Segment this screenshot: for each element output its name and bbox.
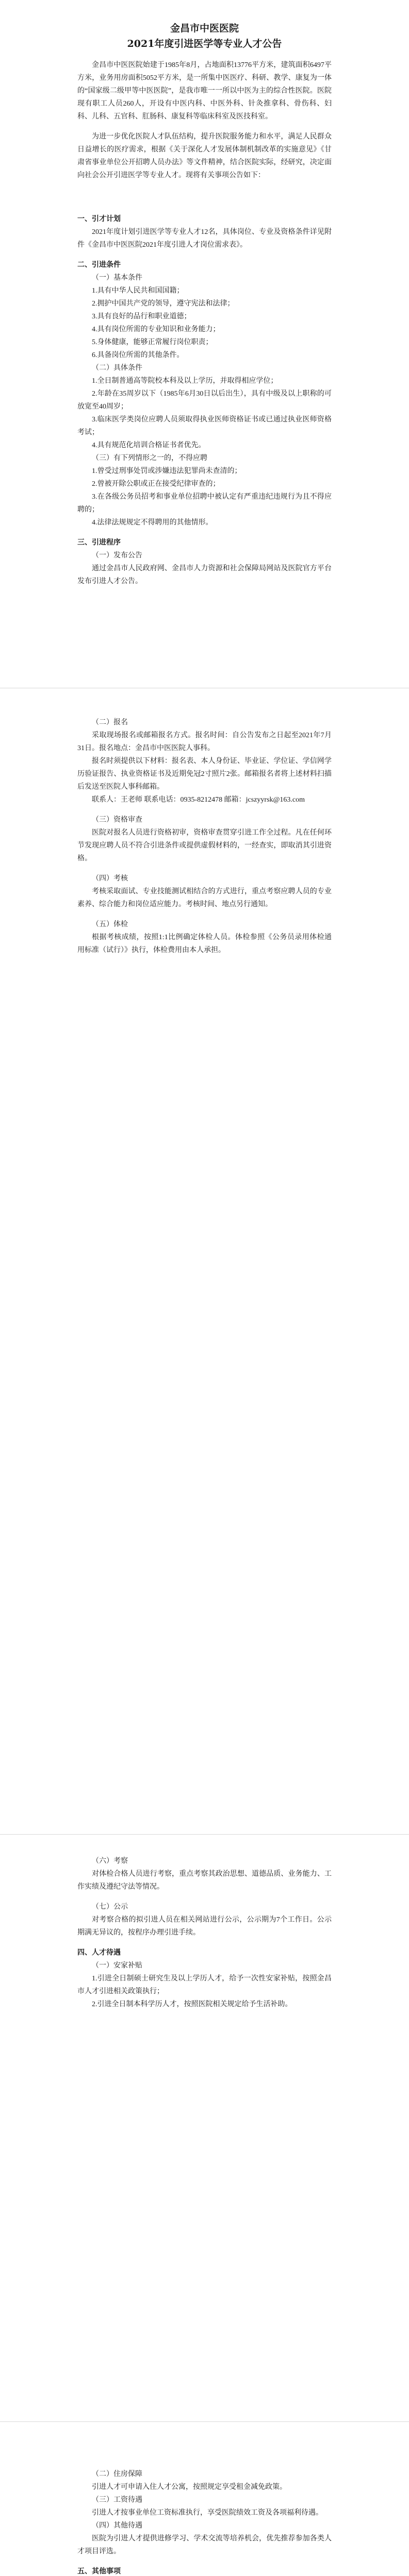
list-item: 2.年龄在35周岁以下（1985年6月30日以后出生），具有中级及以上职称的可放宽至40周岁；	[77, 390, 332, 411]
spacer	[77, 251, 332, 259]
subsection-heading: （三）工资待遇	[92, 2496, 142, 2504]
spacer	[77, 1893, 332, 1901]
section-paragraph: 报名时须提供以下材料：报名表、本人身份证、毕业证、学位证、学信网学历验证报告、执业资格证书及近期免冠2寸照片2张。邮箱报名者将上述材料扫描后发送至医院人事科邮箱。	[77, 757, 332, 791]
subsection-heading: （二）报名	[92, 719, 128, 726]
list-item: 6.具备岗位所需的其他条件。	[92, 351, 184, 359]
section-paragraph: 1.引进全日制硕士研究生及以上学历人才，给予一次性安家补贴，按照金昌市人才引进相关政策执行；	[77, 1975, 332, 1995]
subsection-heading: （一）发布公告	[92, 552, 142, 560]
subsection-heading: （六）考察	[92, 1857, 128, 1865]
subsection-heading: （一）安家补贴	[92, 1962, 142, 1970]
spacer	[77, 911, 332, 918]
section-heading: 四、人才待遇	[77, 1948, 121, 1957]
section-paragraph: 根据考核成绩，按照1:1比例确定体检人员。体检参照《公务员录用体检通用标准（试行）》执行，体检费用由本人承担。	[77, 934, 332, 954]
list-item: 2.曾被开除公职或正在接受纪律审查的；	[92, 480, 220, 488]
page-3-content	[77, 1855, 332, 2011]
section-heading: 二、引进条件	[77, 261, 121, 269]
contact-info: 联系人：王老师 联系电话：0935-8212478 邮箱：jcszyyrsk@163.com	[92, 796, 305, 804]
subsection-heading: （七）公示	[92, 1903, 128, 1911]
section-paragraph: 医院为引进人才提供进修学习、学术交流等培养机会，优先推荐参加各类人才项目评选。	[77, 2535, 332, 2555]
section-paragraph: 采取现场报名或邮箱报名方式。报名时间：自公告发布之日起至2021年7月31日。报名地点：金昌市中医医院人事科。	[77, 732, 332, 752]
list-item: 2.拥护中国共产党的领导，遵守宪法和法律；	[92, 300, 235, 308]
spacer	[77, 123, 332, 130]
list-item: 5.身体健康，能够正常履行岗位职责；	[92, 338, 213, 346]
list-item: 3.临床医学类岗位应聘人员须取得执业医师资格证书或已通过执业医师资格考试；	[77, 416, 332, 436]
spacer	[77, 182, 332, 213]
subsection-heading: （三）资格审查	[92, 816, 142, 824]
section-paragraph: 医院对报名人员进行资格初审，资格审查贯穿引进工作全过程。凡在任何环节发现应聘人员不符合引进条件或提供虚假材料的，一经查实，即取消其引进资格。	[77, 829, 332, 862]
spacer	[77, 529, 332, 536]
subsection-heading: （二）具体条件	[92, 364, 142, 372]
list-item: 1.具有中华人民共和国国籍；	[92, 287, 184, 295]
subsection-heading: （二）住房保障	[92, 2470, 142, 2478]
page-title-line2: 2021年度引进医学等专业人才公告	[127, 38, 282, 49]
section-heading: 三、引进程序	[77, 538, 121, 547]
section-paragraph: 引进人才按事业单位工资标准执行，享受医院绩效工资及各项福利待遇。	[92, 2509, 323, 2517]
page-4-content	[77, 2468, 332, 2576]
list-item: 4.具有规范化培训合格证书者优先。	[92, 442, 206, 449]
intro-paragraph: 金昌市中医医院始建于1985年8月，占地面积13776平方米，建筑面积6497平方米，业务用房面积5052平方米，是一所集中医医疗、科研、教学、康复为一体的“国家级二级甲等中医医院”，是我市唯一一所以中医为主的综合性医院。医院现有职工人员260人，开设有中医内科、中医外科、针灸推拿科、骨伤科、妇科、儿科、五官科、肛肠科、康复科等临床科室及医技科室。	[77, 61, 332, 121]
spacer	[77, 806, 332, 814]
subsection-heading: （一）基本条件	[92, 274, 142, 282]
section-paragraph: 对考察合格的拟引进人员在相关网站进行公示，公示期为7个工作日。公示期满无异议的，按程序办理引进手续。	[77, 1916, 332, 1937]
subsection-heading: （四）考核	[92, 875, 128, 883]
page-separator	[0, 2421, 409, 2422]
spacer	[77, 1939, 332, 1946]
section-paragraph: 2021年度计划引进医学等专业人才12名，具体岗位、专业及资格条件详见附件《金昌市中医医院2021年度引进人才岗位需求表》。	[77, 228, 332, 249]
subsection-heading: （五）体检	[92, 921, 128, 928]
subsection-heading: （三）有下列情形之一的，不得应聘	[92, 454, 207, 462]
intro-paragraph: 为进一步优化医院人才队伍结构，提升医院服务能力和水平，满足人民群众日益增长的医疗需求，根据《关于深化人才发展体制机制改革的实施意见》《甘肃省事业单位公开招聘人员办法》等文件精神，结合医院实际，经研究，决定面向社会公开引进医学等专业人才。现将有关事项公告如下：	[77, 133, 332, 179]
subsection-heading: （四）其他待遇	[92, 2522, 142, 2530]
page-1-content	[77, 21, 332, 588]
list-item: 1.曾受过刑事处罚或涉嫌违法犯罪尚未查清的；	[92, 467, 242, 475]
spacer	[77, 865, 332, 872]
section-heading: 一、引才计划	[77, 215, 121, 223]
spacer	[77, 2558, 332, 2565]
list-item: 3.具有良好的品行和职业道德；	[92, 313, 191, 320]
section-heading: 五、其他事项	[77, 2567, 121, 2575]
list-item: 1.全日制普通高等院校本科及以上学历，并取得相应学位；	[92, 377, 278, 385]
page-title-line1: 金昌市中医医院	[170, 23, 239, 34]
page-separator	[0, 1834, 409, 1835]
section-paragraph: 2.引进全日制本科学历人才，按照医院相关规定给予生活补助。	[92, 2001, 292, 2008]
list-item: 3.在各级公务员招考和事业单位招聘中被认定有严重违纪违规行为且不得应聘的；	[77, 493, 332, 514]
page-2-content	[77, 716, 332, 957]
list-item: 4.法律法规规定不得聘用的其他情形。	[92, 519, 213, 527]
list-item: 4.具有岗位所需的专业知识和业务能力；	[92, 326, 220, 333]
section-paragraph: 引进人才可申请入住人才公寓，按照规定享受租金减免政策。	[92, 2483, 287, 2491]
section-paragraph: 考核采取面试、专业技能测试相结合的方式进行，重点考察应聘人员的专业素养、综合能力和岗位适应能力。考核时间、地点另行通知。	[77, 888, 332, 908]
section-paragraph: 对体检合格人员进行考察，重点考察其政治思想、道德品质、业务能力、工作实绩及遵纪守法等情况。	[77, 1870, 332, 1891]
section-paragraph: 通过金昌市人民政府网、金昌市人力资源和社会保障局网站及医院官方平台发布引进人才公告。	[77, 565, 332, 585]
